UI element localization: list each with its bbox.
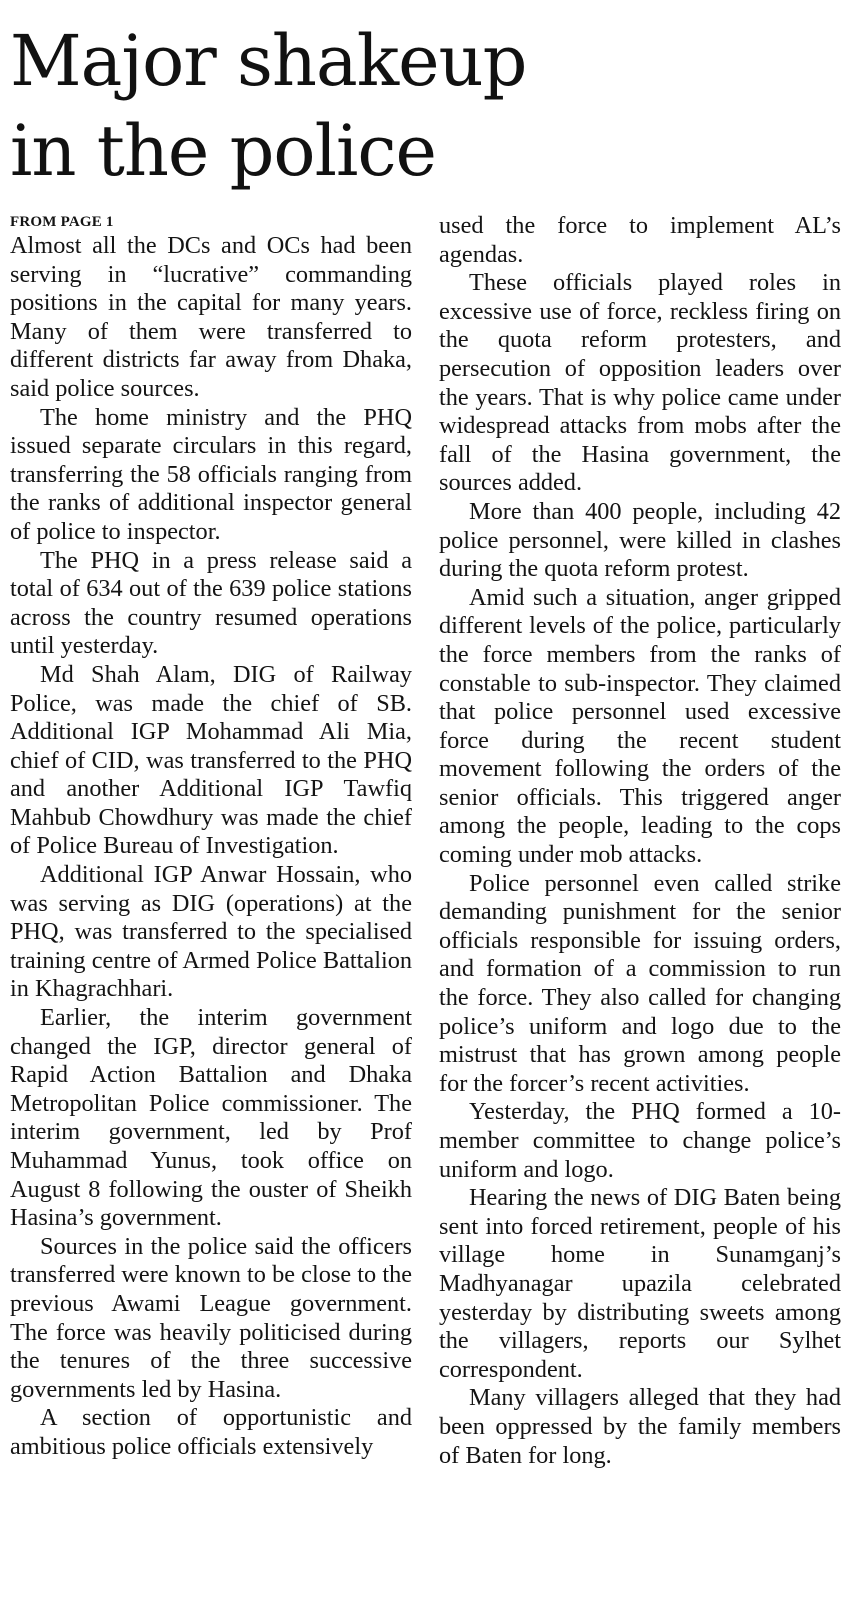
headline-line-1: Major shakeup <box>10 20 527 102</box>
paragraph: Additional IGP Anwar Hossain, who was serving as DIG (operations) at the PHQ, was transferred to the specialised training centre of Armed Police Battalion in Khagrachhari. <box>10 861 412 1003</box>
paragraph: The PHQ in a press release said a total of 634 out of the 639 police stations across the country resumed operations until yesterday. <box>10 546 412 660</box>
headline <box>10 16 860 196</box>
headline-line-2: in the police <box>10 110 436 192</box>
article-column-right <box>439 212 841 1470</box>
paragraph: Sources in the police said the officers transferred were known to be close to the previous Awami League government. The force was heavily politicised during the tenures of the three successive governments led by Hasina. <box>10 1232 412 1403</box>
paragraph: Amid such a situation, anger gripped different levels of the police, particularly the force members from the ranks of constable to sub-inspector. They claimed that police personnel used excessive force during the recent student movement following the orders of the senior officials. This triggered anger among the people, leading to the cops coming under mob attacks. <box>439 583 841 869</box>
article-column-left <box>10 212 412 1462</box>
paragraph: More than 400 people, including 42 police personnel, were killed in clashes during the quota reform protest. <box>439 497 841 583</box>
paragraph: Police personnel even called strike demanding punishment for the senior officials responsible for issuing orders, and formation of a commission to run the force. They also called for changing police’s uniform and logo due to the mistrust that has grown among people for the forcer’s recent activities. <box>439 869 841 1097</box>
paragraph: The home ministry and the PHQ issued separate circulars in this regard, transferring the 58 officials ranging from the ranks of additional inspector general of police to inspector. <box>10 403 412 545</box>
paragraph: Many villagers alleged that they had been oppressed by the family members of Baten for long. <box>439 1384 841 1469</box>
jump-kicker: FROM PAGE 1 <box>10 214 114 230</box>
paragraph: Almost all the DCs and OCs had been serving in “lucrative” commanding positions in the capital for many years. Many of them were transferred to different districts far away from Dhaka, said police sources. <box>10 232 412 402</box>
paragraph: Earlier, the interim government changed the IGP, director general of Rapid Action Battalion and Dhaka Metropolitan Police commissioner. The interim government, led by Prof Muhammad Yunus, took office on August 8 following the ouster of Sheikh Hasina’s government. <box>10 1004 412 1232</box>
paragraph: Hearing the news of DIG Baten being sent into forced retirement, people of his village home in Sunamganj’s Madhyanagar upazila celebrated yesterday by distributing sweets among the villagers, reports our Sylhet correspondent. <box>439 1184 841 1383</box>
paragraph: used the force to implement AL’s agendas. <box>439 212 841 268</box>
paragraph: Md Shah Alam, DIG of Railway Police, was made the chief of SB. Additional IGP Mohammad Ali Mia, chief of CID, was transferred to the PHQ and another Additional IGP Tawfiq Mahbub Chowdhury was made the chief of Police Bureau of Investigation. <box>10 660 412 860</box>
paragraph: These officials played roles in excessive use of force, reckless firing on the quota reform protesters, and persecution of opposition leaders over the years. That is why police came under widespread attacks from mobs after the fall of the Hasina government, the sources added. <box>439 269 841 497</box>
paragraph: A section of opportunistic and ambitious police officials extensively <box>10 1404 412 1460</box>
paragraph: Yesterday, the PHQ formed a 10-member committee to change police’s uniform and logo. <box>439 1098 841 1183</box>
